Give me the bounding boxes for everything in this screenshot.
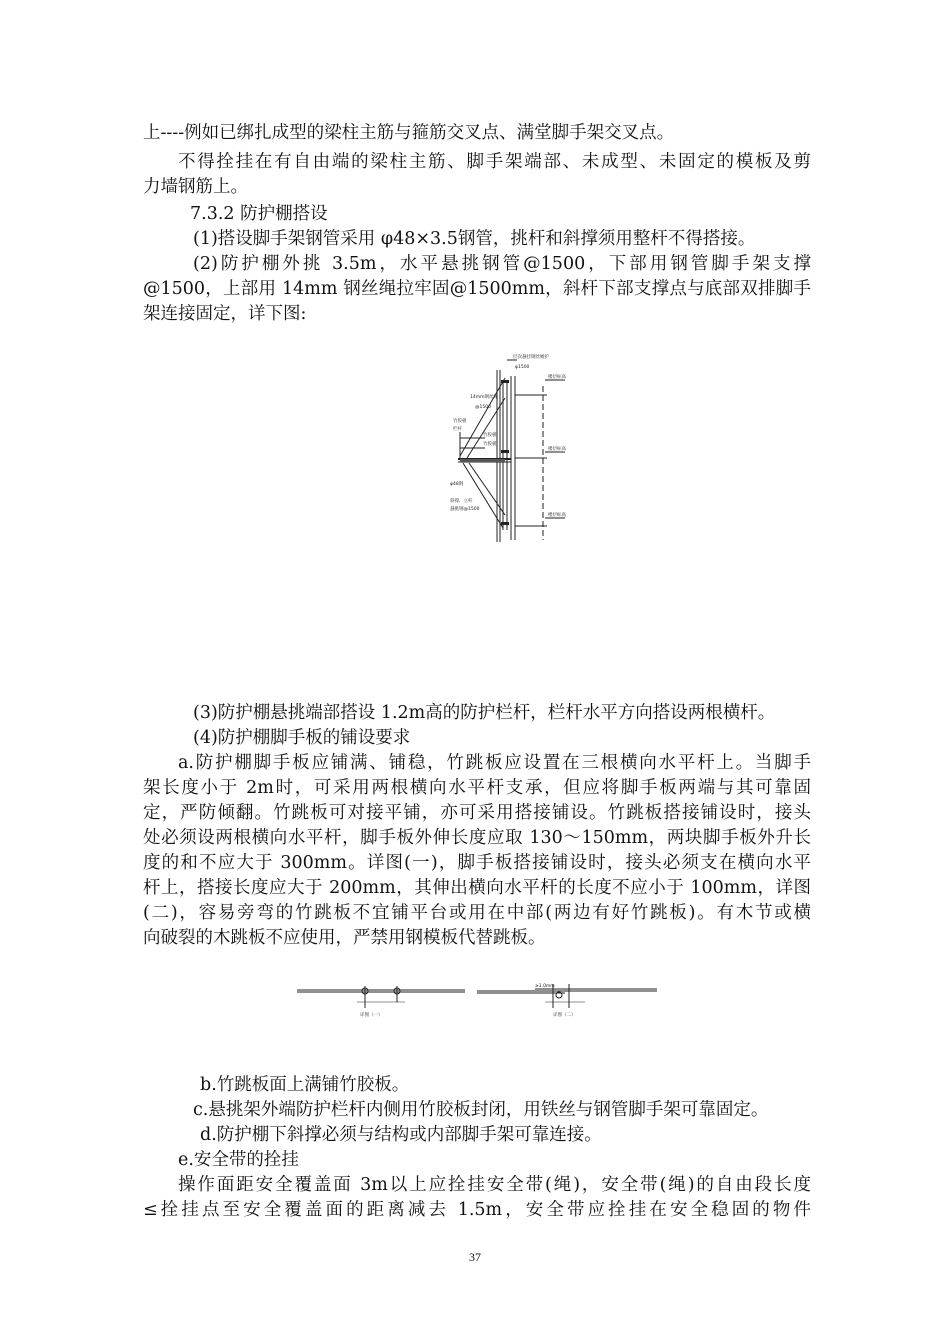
text-line-10: (4)防护棚脚手板的铺设要求 bbox=[193, 728, 411, 748]
fig1-label-5: 栏杆 bbox=[453, 427, 462, 432]
fig2-caption-2: 详图（二） bbox=[553, 1013, 576, 1018]
text-line-6: (2)防护棚外挑 3.5m，水平悬挑钢管@1500，下部用钢管脚手架支撑 bbox=[193, 254, 811, 274]
board-lapping-details bbox=[295, 978, 660, 1020]
fig1-label-8: φ48钢 bbox=[450, 482, 464, 487]
text-line-23: 操作面距安全覆盖面 3m以上应拴挂安全带(绳)，安全带(绳)的自由段长度 bbox=[178, 1175, 811, 1195]
text-line-5: (1)搭设脚手架钢管采用 φ48×3.5钢管，挑杆和斜撑须用整杆不得搭接。 bbox=[193, 229, 756, 249]
fig1-label-7: 竹胶板 bbox=[483, 442, 497, 447]
fig1-label-9: 斜撑、立杆 bbox=[450, 499, 473, 504]
text-line-1: 上----例如已绑扎成型的梁柱主筋与箍筋交叉点、满堂脚手架交叉点。 bbox=[143, 123, 675, 143]
text-line-21: d.防护棚下斜撑必须与结构或内部脚手架可靠连接。 bbox=[200, 1125, 602, 1145]
text-line-12: 架长度小于 2m时，可采用两根横向水平杆支承，但应将脚手板两端与其可靠固 bbox=[143, 778, 811, 798]
fig1-label-6: 竹胶板 bbox=[483, 433, 497, 438]
text-line-20: c.悬挑架外端防护栏杆内侧用竹胶板封闭，用铁丝与钢管脚手架可靠固定。 bbox=[193, 1100, 769, 1120]
text-line-18: 向破裂的木跳板不应使用，严禁用钢模板代替跳板。 bbox=[143, 928, 546, 948]
page-number: 37 bbox=[469, 1250, 481, 1264]
text-line-22: e.安全带的拴挂 bbox=[178, 1150, 299, 1170]
fig2-caption-1: 详图（一） bbox=[360, 1013, 383, 1018]
text-line-8: 架连接固定，详下图: bbox=[143, 304, 307, 324]
fig1-label-4: 竹胶板 bbox=[453, 419, 467, 424]
text-line-16: 杆上，搭接长度应大于 200mm，其伸出横向水平杆的长度不应小于 100mm，详图 bbox=[143, 878, 811, 898]
fig1-label-top: 层次悬挂钢丝绳护 bbox=[513, 355, 549, 360]
text-line-14: 处必须设两根横向水平杆，脚手板外伸长度应取 130～150mm，两块脚手板外升长 bbox=[143, 828, 811, 848]
text-line-9: (3)防护棚悬挑端部搭设 1.2m高的防护栏杆，栏杆水平方向搭设两根横杆。 bbox=[193, 703, 776, 723]
text-line-3: 力墙钢筋上。 bbox=[143, 177, 248, 197]
text-line-24: ≤拴挂点至安全覆盖面的距离减去 1.5m，安全带应拴挂在安全稳固的物件 bbox=[143, 1200, 811, 1220]
text-line-19: b.竹跳板面上满铺竹胶板。 bbox=[200, 1075, 410, 1095]
fig1-label-10: 悬挑钢@1500 bbox=[450, 507, 480, 512]
fig1-label-3: @1500 bbox=[475, 405, 491, 410]
text-line-7: @1500，上部用 14mm 钢丝绳拉牢固@1500mm，斜杆下部支撑点与底部双排脚手 bbox=[143, 279, 811, 299]
section-heading-7-3-2: 7.3.2 防护棚搭设 bbox=[190, 204, 328, 224]
fig1-label-1: φ1500 bbox=[515, 365, 530, 370]
protective-shed-diagram bbox=[425, 350, 575, 550]
text-line-11: a.防护棚脚手板应铺满、铺稳，竹跳板应设置在三根横向水平杆上。当脚手 bbox=[178, 753, 811, 773]
text-line-2: 不得拴挂在有自由端的梁柱主筋、脚手架端部、未成型、未固定的模板及剪 bbox=[178, 152, 811, 172]
text-line-13: 定，严防倾翻。竹跳板可对接平铺，亦可采用搭接铺设。竹跳板搭接铺设时，接头 bbox=[143, 803, 811, 823]
fig1-label-11: 楼层标高 bbox=[548, 375, 566, 380]
text-line-17: (二)，容易旁弯的竹跳板不宜铺平台或用在中部(两边有好竹跳板)。有木节或横 bbox=[143, 903, 811, 923]
fig1-label-12: 楼层标高 bbox=[548, 447, 566, 452]
fig1-label-2: 14mm钢丝绳 bbox=[470, 395, 498, 400]
text-line-15: 度的和不应大于 300mm。详图(一)，脚手板搭接铺设时，接头必须支在横向水平 bbox=[143, 853, 811, 873]
fig2-dim: ≥1.0mm bbox=[535, 984, 555, 989]
fig1-label-13: 楼层标高 bbox=[548, 513, 566, 518]
